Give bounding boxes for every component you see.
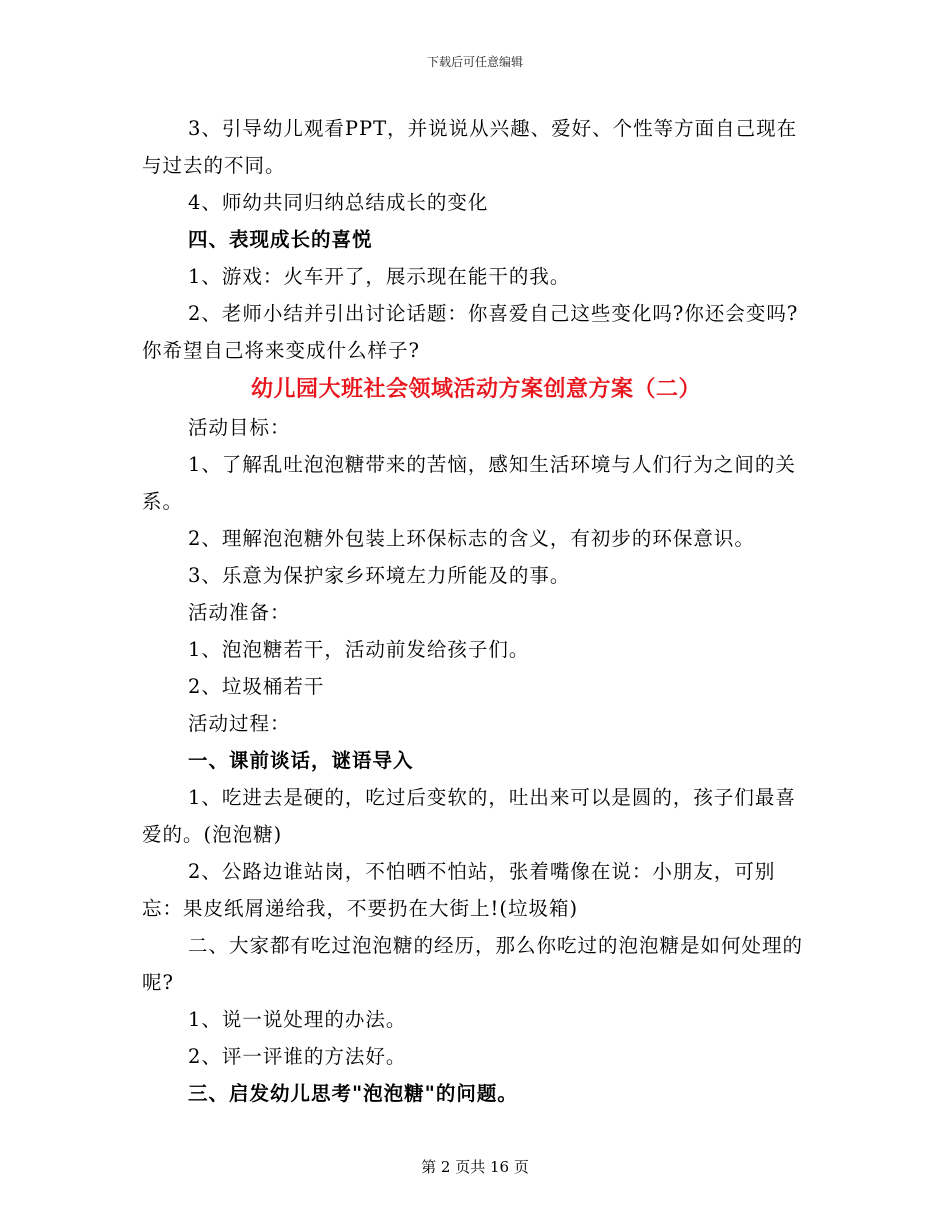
paragraph: 1、游戏：火车开了，展示现在能干的我。 [188,265,571,288]
document-body [142,110,810,1112]
paragraph: 2、垃圾桶若干 [188,675,325,698]
paragraph: 二、大家都有吃过泡泡糖的经历，那么你吃过的泡泡糖是如何处理的呢? [142,934,804,994]
paragraph: 3、引导幼儿观看PPT，并说说从兴趣、爱好、个性等方面自己现在与过去的不同。 [142,117,798,177]
paragraph: 1、说一说处理的办法。 [188,1008,407,1031]
paragraph: 1、了解乱吐泡泡糖带来的苦恼，感知生活环境与人们行为之间的关系。 [142,453,796,513]
paragraph: 2、评一评谁的方法好。 [188,1045,407,1068]
paragraph: 2、理解泡泡糖外包装上环保标志的含义，有初步的环保意识。 [188,527,755,550]
paragraph: 3、乐意为保护家乡环境左力所能及的事。 [188,564,571,587]
paragraph: 2、公路边谁站岗，不怕晒不怕站，张着嘴像在说：小朋友，可别忘：果皮纸屑递给我，不要扔在大街上!(垃圾箱) [142,860,776,920]
paragraph: 活动目标： [188,416,291,439]
page-number-footer: 第 2 页共 16 页 [421,1158,529,1176]
section-heading: 三、启发幼儿思考"泡泡糖"的问题。 [188,1082,518,1105]
section-heading: 四、表现成长的喜悦 [188,228,373,251]
paragraph: 4、师幼共同归纳总结成长的变化 [188,191,489,214]
paragraph: 1、吃进去是硬的，吃过后变软的，吐出来可以是圆的，孩子们最喜爱的。(泡泡糖) [142,786,796,846]
section-heading: 一、课前谈话，谜语导入 [188,749,414,772]
document-title: 幼儿园大班社会领域活动方案创意方案（二） [250,376,701,402]
paragraph: 活动过程： [188,712,291,735]
paragraph: 1、泡泡糖若干，活动前发给孩子们。 [188,638,530,661]
page-header-note: 下载后可任意编辑 [426,55,523,69]
paragraph: 2、老师小结并引出讨论话题：你喜爱自己这些变化吗?你还会变吗?你希望自己将来变成什么样子? [142,302,799,362]
paragraph: 活动准备： [188,601,291,624]
